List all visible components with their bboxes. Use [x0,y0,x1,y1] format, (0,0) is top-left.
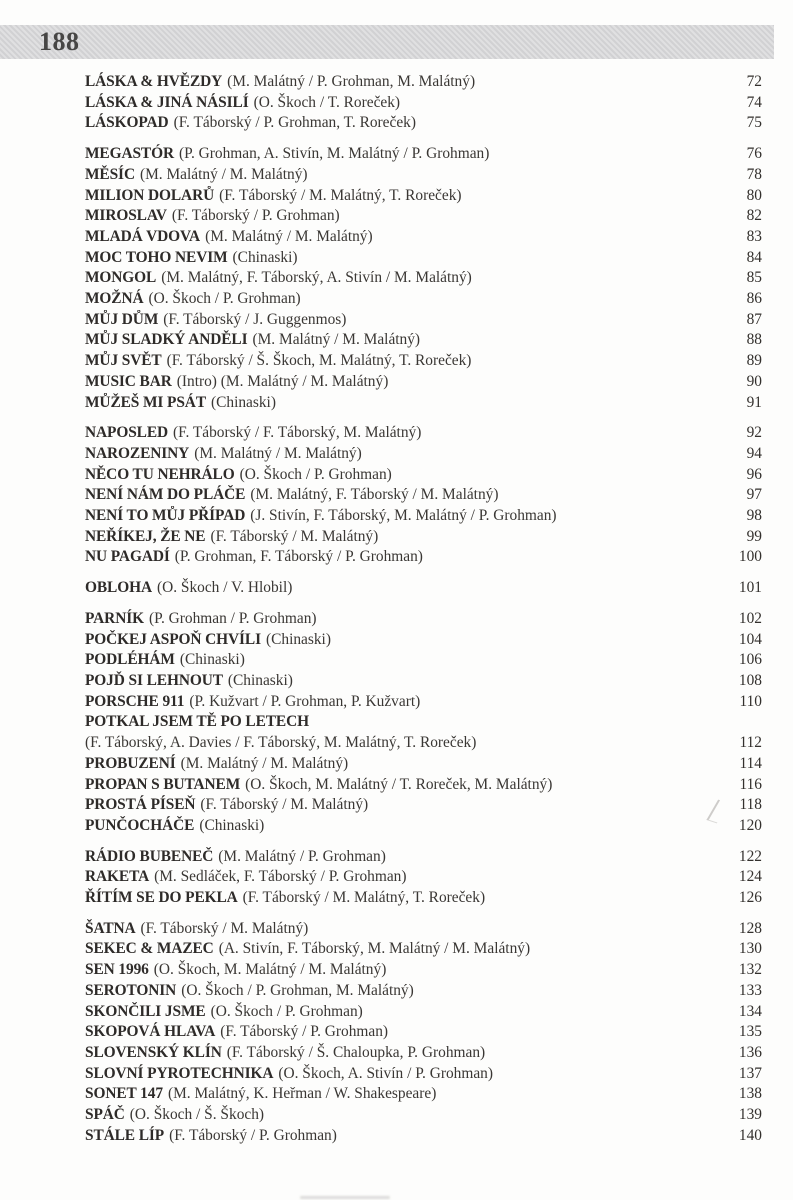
index-entry [85,754,762,775]
index-entry-left [85,919,727,940]
song-title: NEŘÍKEJ, ŽE NE [85,527,206,545]
song-title: POČKEJ ASPOŇ CHVÍLI [85,630,261,648]
song-page-number: 90 [746,372,762,390]
index-entry-left [85,775,727,796]
song-page-number: 97 [746,486,762,504]
song-page-number: 104 [738,630,762,648]
index-entry [85,671,762,692]
song-credits: (F. Táborský / M. Malátný) [140,919,309,937]
index-entry-left [85,630,727,651]
song-page-number: 133 [738,981,762,999]
index-entry-left [85,692,727,713]
index-entry-left [85,650,727,671]
song-title: SPÁČ [85,1106,125,1124]
index-entry-left [85,506,735,527]
song-title: MEGASTÓR [85,145,174,163]
index-entry-left [85,888,727,909]
song-title: MŮŽEŠ MI PSÁT [85,393,206,411]
index-group [85,72,762,134]
song-title: MUSIC BAR [85,372,172,390]
index-entry-left [85,795,727,816]
scan-artifact-bottom-smudge [300,1196,390,1199]
song-title: STÁLE LÍP [85,1126,165,1144]
song-credits: (Chinaski) [210,393,276,411]
song-title: NENÍ TO MŮJ PŘÍPAD [85,507,246,525]
index-entry [85,165,762,186]
index-entry [85,113,762,134]
index-entry [85,1084,762,1105]
song-page-number: 122 [738,847,762,865]
song-page-number: 91 [746,393,762,411]
index-entry [85,372,762,393]
song-title: NENÍ NÁM DO PLÁČE [85,486,246,504]
index-entry-left [85,1084,727,1105]
song-title: MĚSÍC [85,165,135,183]
song-title: NĚCO TU NEHRÁLO [85,465,235,483]
song-credits: (J. Stivín, F. Táborský, M. Malátný / P. Grohman) [250,507,557,525]
index-entry [85,444,762,465]
song-page-number: 96 [746,465,762,483]
song-title: ŠATNA [85,919,136,937]
index-entry-left [85,712,762,733]
index-entry [85,310,762,331]
index-entry-left [85,1105,727,1126]
song-credits: (F. Táborský / P. Grohman, T. Roreček) [173,114,416,132]
index-entry [85,1022,762,1043]
song-title: MIROSLAV [85,207,167,225]
song-title: POJĎ SI LEHNOUT [85,671,223,689]
song-index [85,72,762,1146]
song-title: LÁSKOPAD [85,114,169,132]
song-title: RÁDIO BUBENEČ [85,847,214,865]
song-credits: (O. Škoch, M. Malátný / T. Roreček, M. Malátný) [245,775,553,793]
song-credits: (M. Malátný, K. Heřman / W. Shakespeare) [167,1085,437,1103]
index-entry-left [85,1002,727,1023]
song-page-number: 116 [739,775,762,793]
song-title: MILION DOLARŮ [85,186,215,204]
song-page-number: 136 [738,1043,762,1061]
index-entry-left [85,547,727,568]
song-page-number: 87 [746,310,762,328]
song-title: LÁSKA & HVĚZDY [85,73,223,90]
song-title: SKOPOVÁ HLAVA [85,1023,216,1041]
index-entry [85,227,762,248]
page-number: 188 [39,27,80,56]
index-entry-left [85,754,727,775]
song-title: MOŽNÁ [85,290,144,308]
index-group [85,919,762,1147]
song-credits: (M. Malátný, F. Táborský / M. Malátný) [250,486,499,504]
song-title: ŘÍTÍM SE DO PEKLA [85,889,238,907]
index-entry-left [85,733,727,754]
index-entry-left [85,939,727,960]
index-entry-left [85,186,735,207]
song-credits: (Chinaski) [179,651,245,669]
song-credits: (A. Stivín, F. Táborský, M. Malátný / M. Malátný) [218,940,531,958]
index-entry [85,981,762,1002]
index-entry [85,939,762,960]
index-entry [85,847,762,868]
index-entry [85,692,762,713]
page-header-bar [0,25,774,59]
index-entry [85,485,762,506]
song-title: LÁSKA & JINÁ NÁSILÍ [85,93,249,111]
song-title: SLOVENSKÝ KLÍN [85,1043,222,1061]
song-page-number: 135 [738,1023,762,1041]
song-page-number: 98 [746,507,762,525]
song-page-number: 82 [746,207,762,225]
index-entry [85,795,762,816]
song-page-number: 137 [738,1064,762,1082]
index-entry [85,186,762,207]
index-entry-left [85,816,727,837]
index-group [85,609,762,837]
song-credits: (M. Malátný / M. Malátný) [139,165,308,183]
song-page-number: 76 [746,145,762,163]
index-entry-left [85,72,735,93]
index-group [85,847,762,909]
song-credits: (F. Táborský / M. Malátný, T. Roreček) [242,889,486,907]
song-credits: (F. Táborský / Š. Chaloupka, P. Grohman) [226,1043,486,1061]
song-page-number: 120 [738,816,762,834]
index-entry-left [85,206,735,227]
song-page-number: 80 [746,186,762,204]
song-page-number: 78 [746,165,762,183]
song-title: RAKETA [85,868,150,886]
song-credits: (M. Malátný / M. Malátný) [194,444,362,462]
song-title: PARNÍK [85,609,144,627]
index-entry [85,919,762,940]
index-entry-left [85,1043,727,1064]
index-entry-left [85,248,735,269]
song-credits: (O. Škoch, M. Malátný / M. Malátný) [153,961,387,979]
song-credits: (Intro) (M. Malátný / M. Malátný) [176,372,389,390]
index-entry-left [85,444,735,465]
song-page-number: 110 [739,692,762,710]
song-credits: (M. Malátný / P. Grohman) [218,847,386,865]
song-title: SEN 1996 [85,961,149,979]
index-entry-left [85,867,727,888]
index-entry-left [85,1126,727,1147]
song-page-number: 88 [746,331,762,349]
song-page-number: 74 [746,93,762,111]
song-credits: (O. Škoch, A. Stivín / P. Grohman) [278,1064,493,1082]
song-credits: (O. Škoch / V. Hlobil) [156,579,293,597]
index-entry [85,733,762,754]
song-title: SEKEC & MAZEC [85,940,214,958]
index-entry-left [85,144,735,165]
index-entry-left [85,981,727,1002]
song-title: PROBUZENÍ [85,754,176,772]
index-entry-left [85,289,735,310]
song-page-number: 102 [738,609,762,627]
song-credits: (O. Škoch / P. Grohman, M. Malátný) [181,981,414,999]
index-entry [85,547,762,568]
index-entry-left [85,609,727,630]
index-entry-left [85,93,735,114]
index-entry-left [85,165,735,186]
song-credits: (Chinaski) [265,630,331,648]
song-page-number: 72 [746,73,762,90]
song-credits: (M. Malátný / M. Malátný) [252,331,421,349]
song-page-number: 140 [738,1126,762,1144]
song-title: SEROTONIN [85,981,177,999]
song-credits: (Chinaski) [232,248,298,266]
index-entry-left [85,330,735,351]
song-title: NAPOSLED [85,424,169,442]
song-page-number: 139 [738,1106,762,1124]
index-entry [85,712,762,733]
song-title: MLADÁ VDOVA [85,227,201,245]
index-entry-left [85,227,735,248]
song-title: PROSTÁ PÍSEŇ [85,796,196,814]
song-credits: (F. Táborský / P. Grohman) [169,1126,337,1144]
song-page-number: 112 [739,734,762,752]
song-title: PROPAN S BUTANEM [85,775,241,793]
index-entry-left [85,847,727,868]
song-page-number: 94 [746,444,762,462]
song-title: MONGOL [85,269,157,287]
song-page-number: 118 [739,796,762,814]
index-entry-left [85,1022,727,1043]
index-entry-left [85,372,735,393]
song-credits: (F. Táborský / F. Táborský, M. Malátný) [173,424,422,442]
index-entry [85,465,762,486]
index-entry [85,144,762,165]
index-entry [85,867,762,888]
song-credits: (F. Táborský / J. Guggenmos) [163,310,347,328]
song-title: PODLÉHÁM [85,651,175,669]
index-entry-left [85,527,735,548]
song-title: NU PAGADÍ [85,548,170,566]
index-entry-left [85,485,735,506]
song-credits: (O. Škoch / P. Grohman) [148,290,301,308]
index-entry [85,960,762,981]
song-title: PORSCHE 911 [85,692,185,710]
index-entry [85,72,762,93]
song-page-number: 134 [738,1002,762,1020]
song-credits: (P. Kužvart / P. Grohman, P. Kužvart) [189,692,421,710]
song-page-number: 89 [746,352,762,370]
song-credits: (O. Škoch / P. Grohman) [239,465,392,483]
index-entry-left [85,1064,727,1085]
song-page-number: 126 [738,889,762,907]
song-page-number: 101 [738,579,762,597]
index-entry [85,393,762,414]
song-credits: (M. Malátný, F. Táborský, A. Stivín / M. Malátný) [161,269,472,287]
index-entry-left [85,393,735,414]
song-page-number: 85 [746,269,762,287]
song-page-number: 86 [746,290,762,308]
song-credits: (F. Táborský, A. Davies / F. Táborský, M. Malátný, T. Roreček) [85,734,477,752]
index-entry [85,289,762,310]
index-entry [85,1105,762,1126]
index-entry-left [85,960,727,981]
song-page-number: 124 [738,868,762,886]
song-credits: (P. Grohman, F. Táborský / P. Grohman) [174,548,423,566]
index-entry [85,1043,762,1064]
song-credits: (F. Táborský / M. Malátný, T. Roreček) [219,186,462,204]
index-entry [85,609,762,630]
index-entry-left [85,351,735,372]
song-credits: (O. Škoch / P. Grohman) [210,1002,363,1020]
song-page-number: 132 [738,961,762,979]
index-entry [85,816,762,837]
song-page-number: 100 [738,548,762,566]
index-entry [85,630,762,651]
index-entry-left [85,578,727,599]
song-title: MŮJ DŮM [85,310,159,328]
index-entry [85,93,762,114]
song-page-number: 128 [738,919,762,937]
song-title: NAROZENINY [85,444,190,462]
song-title: MŮJ SVĚT [85,352,162,370]
song-credits: (M. Sedláček, F. Táborský / P. Grohman) [154,868,407,886]
song-page-number: 138 [738,1085,762,1103]
index-entry [85,268,762,289]
index-group [85,144,762,413]
song-credits: (O. Škoch / Š. Škoch) [129,1106,265,1124]
index-entry [85,423,762,444]
index-entry [85,506,762,527]
song-credits: (F. Táborský / P. Grohman) [220,1023,389,1041]
song-credits: (F. Táborský / Š. Škoch, M. Malátný, T. Roreček) [166,352,472,370]
song-credits: (P. Grohman, A. Stivín, M. Malátný / P. Grohman) [179,145,490,163]
song-credits: (Chinaski) [227,671,293,689]
index-entry-left [85,113,735,134]
song-title: OBLOHA [85,579,152,597]
index-entry [85,351,762,372]
index-entry [85,775,762,796]
index-entry [85,330,762,351]
index-entry-left [85,310,735,331]
song-page-number: 99 [746,527,762,545]
song-credits: (F. Táborský / M. Malátný) [210,527,379,545]
song-credits: (F. Táborský / M. Malátný) [200,796,369,814]
song-page-number: 92 [746,424,762,442]
song-page-number: 130 [738,940,762,958]
song-credits: (M. Malátný / M. Malátný) [205,227,373,245]
song-page-number: 83 [746,227,762,245]
song-title: MŮJ SLADKÝ ANDĚLI [85,331,248,349]
index-entry-left [85,465,735,486]
song-page-number: 114 [739,754,762,772]
song-page-number: 108 [738,671,762,689]
index-entry-left [85,268,735,289]
song-title: SKONČILI JSME [85,1002,206,1020]
index-entry [85,888,762,909]
index-entry [85,1126,762,1147]
song-credits: (O. Škoch / T. Roreček) [253,93,401,111]
index-entry-left [85,671,727,692]
index-entry [85,248,762,269]
index-entry [85,527,762,548]
song-title: SLOVNÍ PYROTECHNIKA [85,1064,274,1082]
song-title: PUNČOCHÁČE [85,816,195,834]
song-credits: (M. Malátný / P. Grohman, M. Malátný) [227,73,476,90]
index-entry [85,1002,762,1023]
song-page-number: 75 [746,114,762,132]
song-title: POTKAL JSEM TĚ PO LETECH [85,713,309,731]
index-group [85,578,762,599]
index-entry [85,206,762,227]
song-credits: (F. Táborský / P. Grohman) [171,207,340,225]
index-entry [85,650,762,671]
index-entry [85,1064,762,1085]
song-title: SONET 147 [85,1085,163,1103]
song-title: MOC TOHO NEVIM [85,248,228,266]
song-credits: (Chinaski) [199,816,265,834]
index-entry-left [85,423,735,444]
index-entry [85,578,762,599]
song-credits: (M. Malátný / M. Malátný) [180,754,349,772]
song-credits: (P. Grohman / P. Grohman) [148,609,317,627]
song-page-number: 84 [746,248,762,266]
song-page-number: 106 [738,651,762,669]
index-group [85,423,762,568]
